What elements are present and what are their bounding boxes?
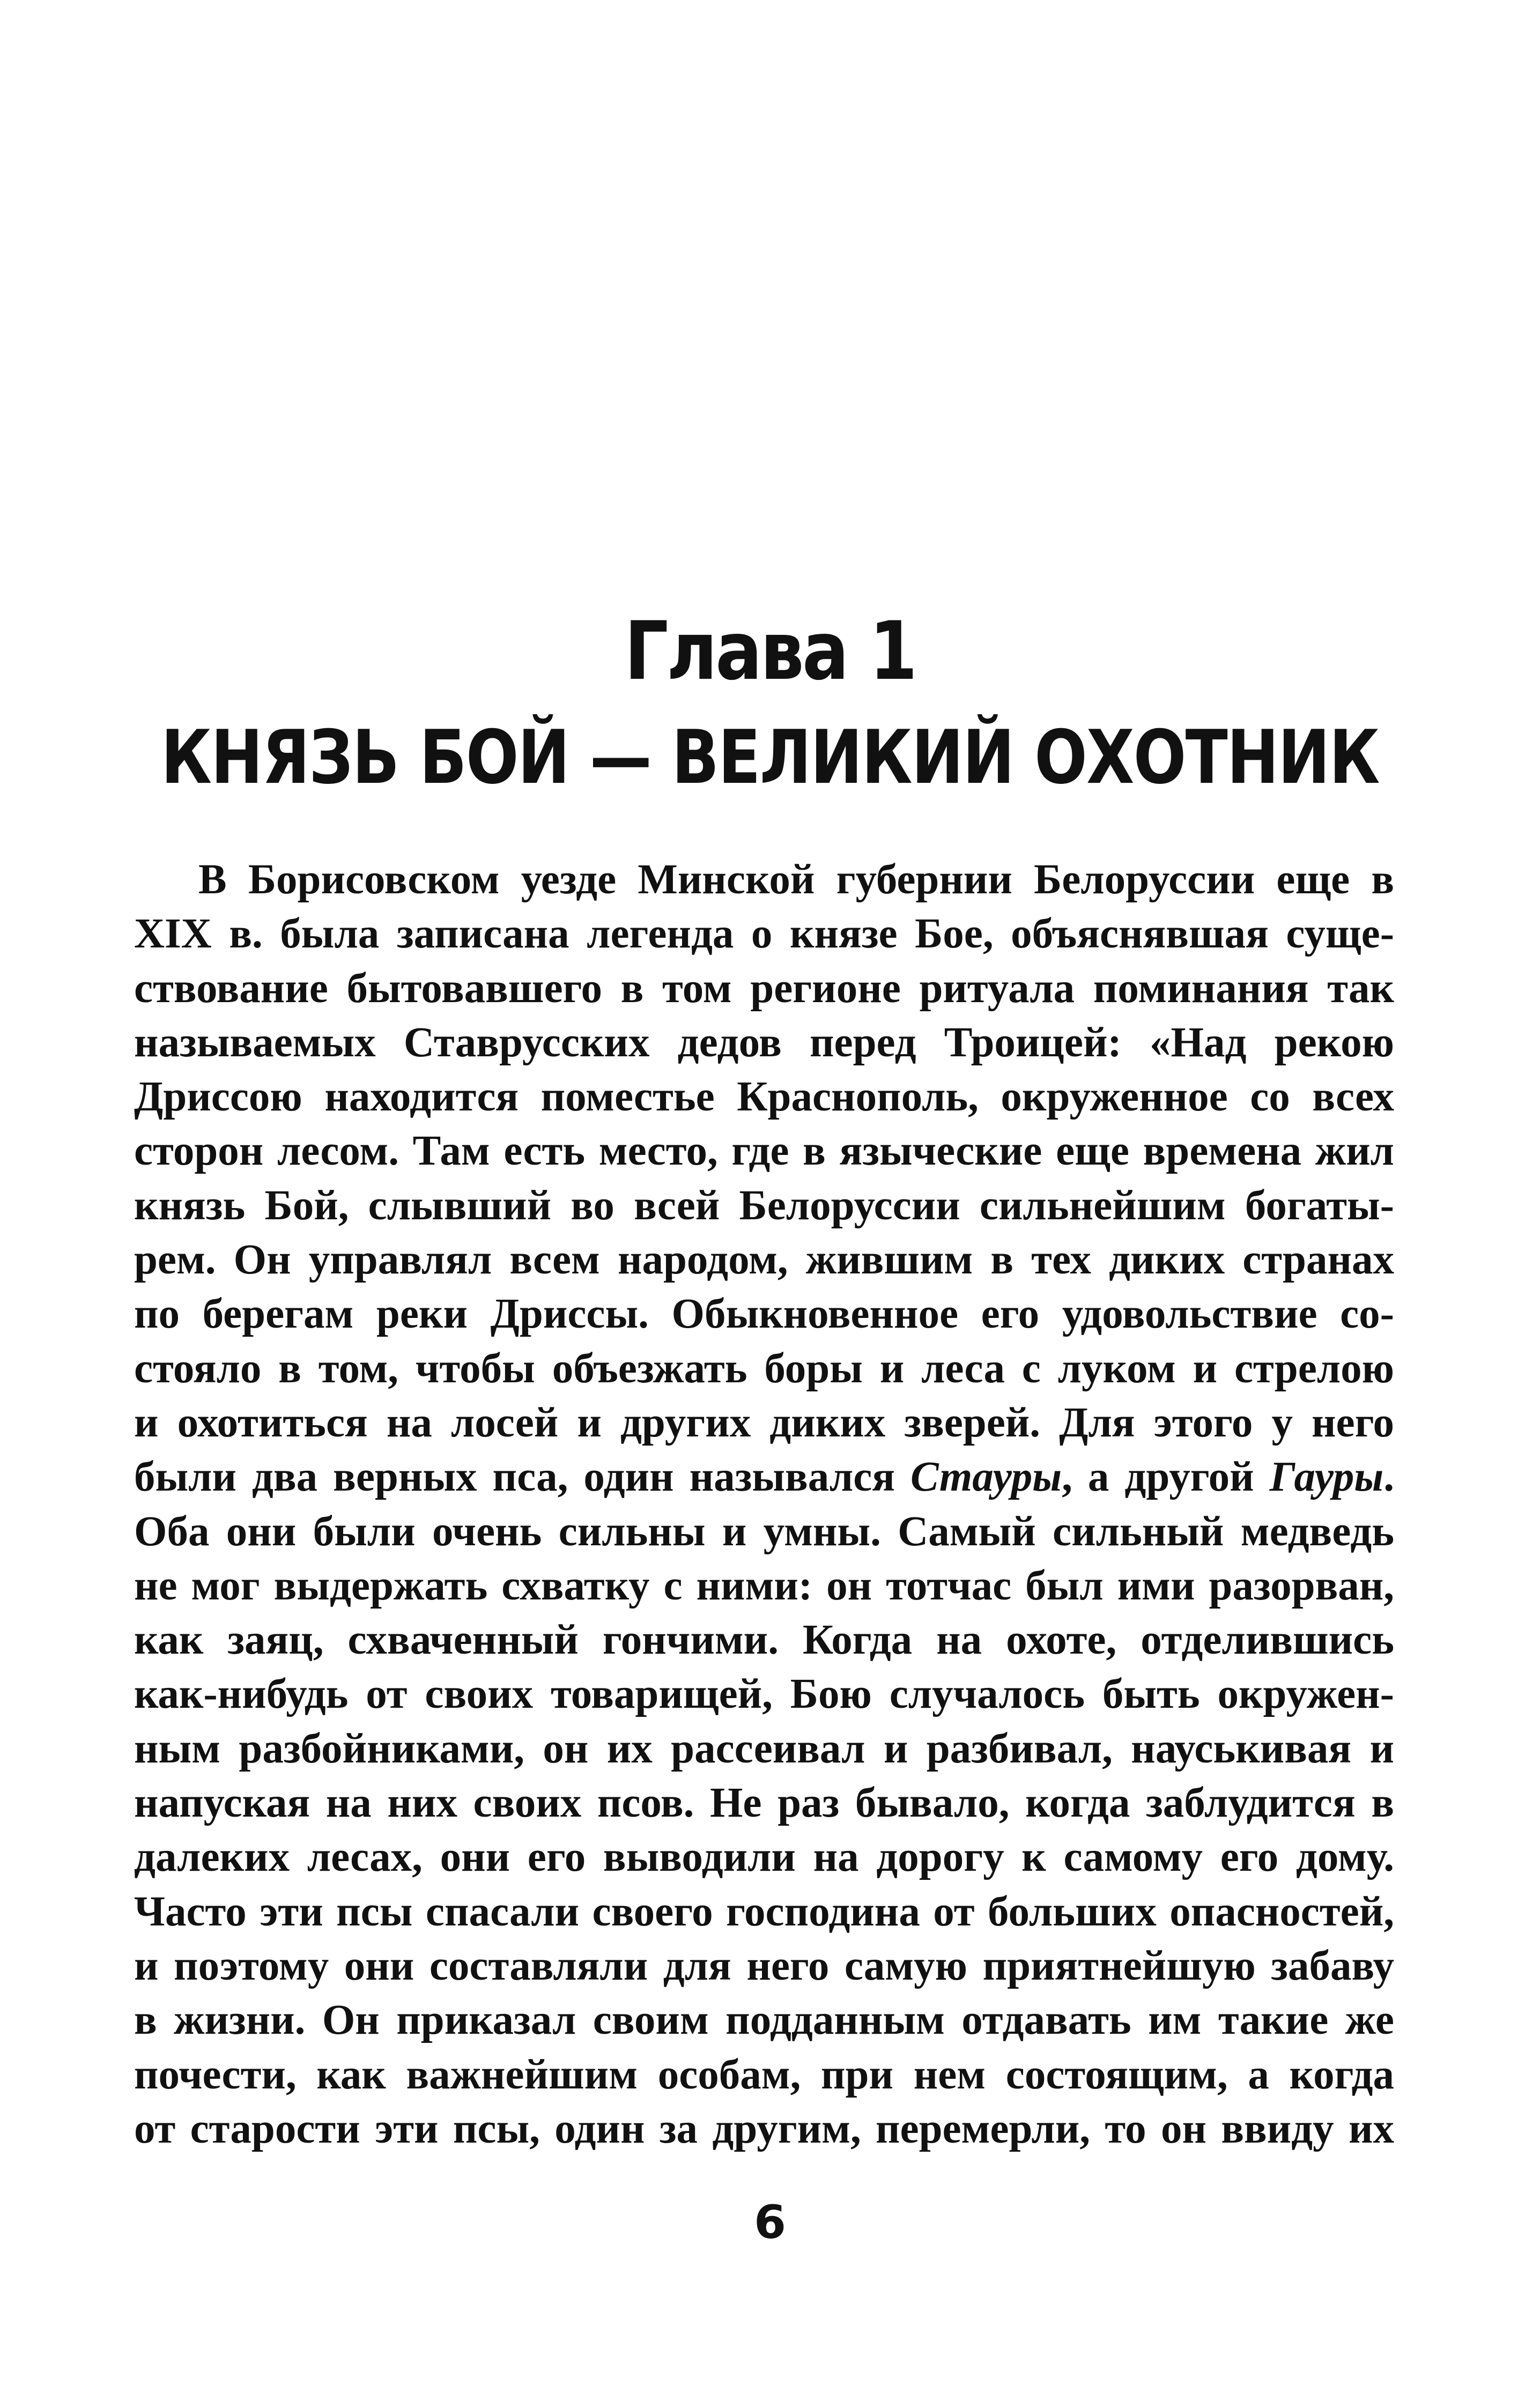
text-line: В Борисовском уезде Минской губернии Белоруссии еще в (198, 856, 1394, 903)
text-line: сторон лесом. Там есть место, где в языческие еще времена жил (134, 1128, 1394, 1175)
text-line: и поэтому они составляли для него самую приятнейшую забаву (134, 1942, 1394, 1989)
dog-name-gaury: Гауры (1269, 1454, 1384, 1501)
chapter-title: КНЯЗЬ БОЙ — ВЕЛИКИЙ ОХОТНИК (161, 714, 1379, 801)
text-line: Часто эти псы спасали своего господина от больших опасностей, (134, 1888, 1394, 1935)
line-segment: , а другой (1062, 1454, 1270, 1501)
body-text (134, 853, 1394, 2156)
text-line: князь Бой, слывший во всей Белоруссии сильнейшим богаты- (134, 1182, 1394, 1229)
text-line: как заяц, схваченный гончими. Когда на охоте, отделившись (134, 1617, 1394, 1664)
text-line-with-dog-names (134, 1450, 1394, 1504)
page-number: 6 (754, 2196, 786, 2249)
text-line: в жизни. Он приказал своим подданным отдавать им такие же (134, 1997, 1394, 2044)
line-segment: . (1383, 1454, 1394, 1501)
text-line: называемых Ставрусских дедов перед Троицей: «Над рекою (134, 1019, 1394, 1066)
text-line: далеких лесах, они его выводили на дорогу к самому его дому. (134, 1834, 1394, 1881)
text-line: от старости эти псы, один за другим, перемерли, то он ввиду их (134, 2105, 1394, 2152)
line-segment: были два верных пса, один назывался (134, 1454, 911, 1501)
text-line: ным разбойниками, он их рассеивал и разбивал, науськивая и (134, 1725, 1394, 1772)
text-line: почести, как важнейшим особам, при нем состоящим, а когда (134, 2051, 1394, 2098)
text-line: ствование бытовавшего в том регионе ритуала поминания так (134, 965, 1394, 1012)
text-line: Дриссою находится поместье Краснополь, окруженное со всех (134, 1073, 1394, 1121)
chapter-label: Глава 1 (624, 605, 916, 698)
text-line: как-нибудь от своих товарищей, Бою случалось быть окружен- (134, 1671, 1394, 1718)
text-line: напуская на них своих псов. Не раз бывало, когда заблудится в (134, 1780, 1394, 1827)
text-line: Оба они были очень сильны и умны. Самый сильный медведь (134, 1508, 1394, 1555)
text-line: и охотиться на лосей и других диких зверей. Для этого у него (134, 1399, 1394, 1446)
text-line: не мог выдержать схватку с ними: он тотчас был ими разорван, (134, 1562, 1394, 1609)
text-line: рем. Он управлял всем народом, жившим в тех диких странах (134, 1236, 1394, 1284)
text-line: стояло в том, чтобы объезжать боры и леса с луком и стрелою (134, 1345, 1394, 1392)
text-line: по берегам реки Дриссы. Обыкновенное его удовольствие со- (134, 1291, 1394, 1338)
dog-name-staury: Стауры (910, 1454, 1062, 1501)
text-line: XIX в. была записана легенда о князе Бое, объяснявшая суще- (134, 910, 1394, 958)
